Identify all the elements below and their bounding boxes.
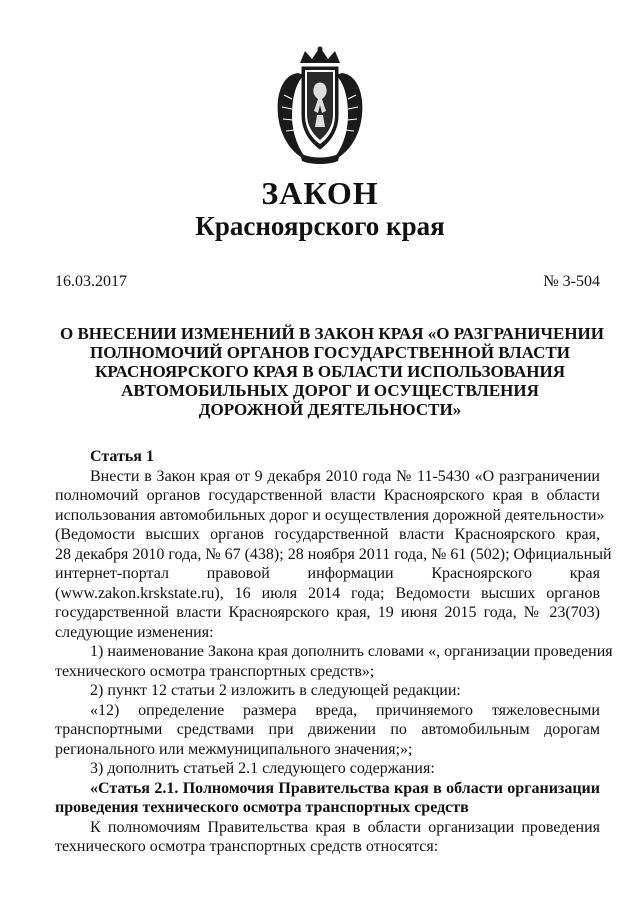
paragraph-line: 28 декабря 2010 года, № 67 (438); 28 ноября 2011 года, № 61 (502); Официальный <box>55 545 612 563</box>
paragraph-line: 2) пункт 12 статьи 2 изложить в следующей редакции: <box>90 682 461 699</box>
law-date: 16.03.2017 <box>55 273 127 290</box>
heading-line: ПОЛНОМОЧИЙ ОРГАНОВ ГОСУДАРСТВЕННОЙ ВЛАСТИ <box>90 343 570 362</box>
paragraph-line: интернет-портал правовой информации Красноярского края <box>55 565 600 582</box>
paragraph-line: проведения технического осмотра транспортных средств <box>55 799 469 816</box>
paragraph-line: транспортными средствами при движении по автомобильным дорогам <box>55 721 600 738</box>
paragraph-line: регионального или межмуниципального значения;»; <box>55 740 413 758</box>
heading-line: КРАСНОЯРСКОГО КРАЯ В ОБЛАСТИ ИСПОЛЬЗОВАНИЯ <box>95 362 565 381</box>
paragraph-line: государственной власти Красноярского края, 19 июня 2015 года, № 23(703) <box>55 604 600 621</box>
coat-of-arms-emblem <box>270 45 370 170</box>
heading-line: ДОРОЖНОЙ ДЕЯТЕЛЬНОСТИ» <box>198 400 462 419</box>
paragraph-line: (www.zakon.krskstate.ru), 16 июля 2014 года; Ведомости высших органов <box>55 584 600 602</box>
heading-line: О ВНЕСЕНИИ ИЗМЕНЕНИЙ В ЗАКОН КРАЯ «О РАЗГРАНИЧЕНИИ <box>60 324 604 343</box>
article-1 <box>55 447 613 857</box>
paragraph-line: «12) определение размера вреда, причиняемого тяжеловесными <box>90 701 600 719</box>
paragraph-line: (Ведомости высших органов государственной власти Красноярского края, <box>55 526 600 543</box>
paragraph-line: технического осмотра транспортных средств относятся: <box>55 838 439 855</box>
paragraph-line: следующие изменения: <box>55 623 214 641</box>
paragraph-line: Внести в Закон края от 9 декабря 2010 года № 11-5430 «О разграничении <box>90 467 600 485</box>
article-title: Статья 1 <box>90 448 154 465</box>
law-subtitle: Красноярского края <box>195 211 445 241</box>
paragraph-line: полномочий органов государственной власти Красноярского края в области <box>55 487 600 504</box>
paragraph-line: использования автомобильных дорог и осуществления дорожной деятельности» <box>55 506 605 524</box>
heading-line: АВТОМОБИЛЬНЫХ ДОРОГ И ОСУЩЕСТВЛЕНИЯ <box>121 381 539 400</box>
paragraph-line: К полномочиям Правительства края в области организации проведения <box>90 818 600 836</box>
paragraph-line: 3) дополнить статьей 2.1 следующего содержания: <box>90 760 435 777</box>
paragraph-line: технического осмотра транспортных средств»; <box>55 662 375 680</box>
law-heading <box>60 324 604 419</box>
paragraph-line: «Статья 2.1. Полномочия Правительства края в области организации <box>90 779 600 797</box>
paragraph-line: 1) наименование Закона края дополнить словами «, организации проведения <box>90 643 613 660</box>
law-title: ЗАКОН <box>261 175 379 211</box>
law-number: № 3-504 <box>543 273 600 290</box>
